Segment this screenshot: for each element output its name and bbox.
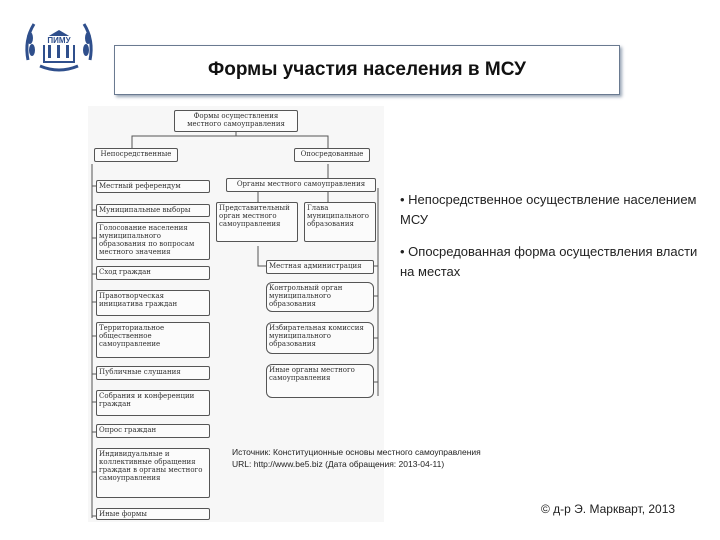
control-organ-box: Контрольный орган муниципального образования: [266, 282, 374, 312]
representative-organ-box: Представительный орган местного самоуправления: [216, 202, 298, 242]
direct-form-item: Муниципальные выборы: [96, 204, 210, 217]
direct-form-item: Голосование населения муниципального образования по вопросам местного значения: [96, 222, 210, 260]
source-url-line: URL: http://www.be5.biz (Дата обращения: 2013-04-11): [232, 459, 445, 469]
logo-emblem-icon: [20, 10, 98, 80]
direct-form-item: Сход граждан: [96, 266, 210, 280]
direct-form-item: Собрания и конференции граждан: [96, 390, 210, 416]
other-organs-box: Иные органы местного самоуправления: [266, 364, 374, 398]
direct-form-item: Иные формы: [96, 508, 210, 520]
direct-forms-header: Непосредственные: [94, 148, 178, 162]
diagram-root: Формы осуществления местного самоуправления: [174, 110, 298, 132]
slide-title: Формы участия населения в МСУ: [208, 59, 526, 80]
source-note: [232, 446, 552, 470]
bullet-item: • Опосредованная форма осуществления власти на местах: [400, 244, 698, 279]
direct-form-item: Опрос граждан: [96, 424, 210, 438]
direct-form-item: Индивидуальные и коллективные обращения граждан в органы местного самоуправления: [96, 448, 210, 498]
direct-form-item: Территориальное общественное самоуправление: [96, 322, 210, 358]
direct-form-item: Местный референдум: [96, 180, 210, 193]
election-commission-box: Избирательная комиссия муниципального образования: [266, 322, 374, 354]
source-line: Источник: Конституционные основы местного самоуправления: [232, 447, 481, 457]
indirect-forms-header: Опосредованные: [294, 148, 370, 162]
direct-form-item: Публичные слушания: [96, 366, 210, 380]
bullet-list: [400, 190, 710, 294]
bullet-item: • Непосредственное осуществление населением МСУ: [400, 192, 697, 227]
logo-text: ПИМУ: [42, 36, 76, 45]
municipal-head-box: Глава муниципального образования: [304, 202, 376, 242]
title-box: [114, 45, 620, 95]
organs-header: Органы местного самоуправления: [226, 178, 376, 192]
local-administration-box: Местная администрация: [266, 260, 374, 274]
university-logo: [20, 10, 98, 80]
copyright: © д-р Э. Маркварт, 2013: [541, 502, 676, 516]
direct-form-item: Правотворческая инициатива граждан: [96, 290, 210, 316]
